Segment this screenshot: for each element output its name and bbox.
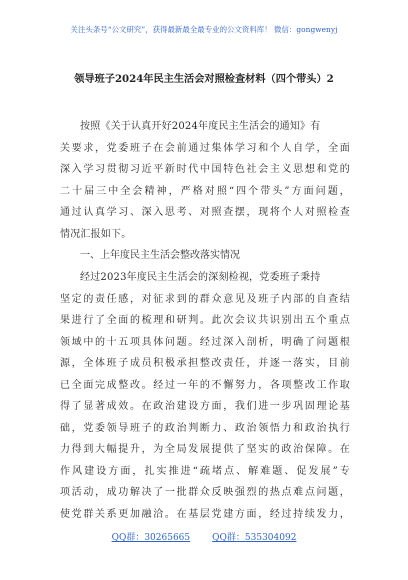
paragraph-1-line-3: 深入学习贯彻习近平新时代中国特色社会主义思想和党的: [60, 164, 350, 175]
paragraph-2-line-12: 使党群关系更加融洽。在基层党建方面，经过持续发力，: [60, 508, 350, 520]
paragraph-1-line-6: 情况汇报如下。: [60, 228, 132, 240]
paragraph-2-line-11: 项活动，成功解决了一批群众反映强烈的热点难点问题，: [60, 487, 350, 498]
footer-qq-group-2[interactable]: QQ群：535304092: [212, 533, 297, 543]
paragraph-2-line-8: 础，党委领导班子的政治判断力、政治领悟力和政治执行: [60, 422, 350, 434]
paragraph-2-line-2: 坚定的责任感，对征求到的群众意见及班子内部的自查结: [60, 293, 350, 305]
paragraph-1-line-4: 二十届三中全会精神，严格对照“四个带头”方面问题，: [60, 185, 350, 197]
header-notice: 关注头条号“公文研究”，获得最新最全最专业的公文资料库！ 微信：gongwenyj: [70, 25, 338, 34]
paragraph-2-line-6: 已全面完成整改。经过一年的不懈努力，各项整改工作取: [60, 379, 350, 391]
document-title: 领导班子2024年民主生活会对照检查材料（四个带头）2: [74, 73, 334, 85]
section-1-heading: 一、上年度民主生活会整改落实情况: [80, 250, 240, 261]
paragraph-1-line-2: 关要求，党委班子在会前通过集体学习和个人自学，全面: [60, 142, 350, 154]
paragraph-2-line-7: 得了显著成效。在政治建设方面，我们进一步巩固理论基: [60, 401, 350, 412]
paragraph-2-line-9: 力得到大幅提升，为全局发展提供了坚实的政治保障。在: [60, 444, 350, 455]
paragraph-1-line-5: 通过认真学习、深入思考、对照查摆，现将个人对照检查: [60, 207, 350, 218]
document-body: [60, 116, 350, 525]
paragraph-2-line-1: 经过2023年度民主生活会的深刻检视，党委班子秉持: [80, 272, 321, 283]
paragraph-2-line-4: 领域中的十五项具体问题。经过深入剖析，明确了问题根: [60, 336, 350, 348]
footer-qq-group-1[interactable]: QQ群：30265665: [111, 533, 191, 543]
paragraph-1-line-1: 按照《关于认真开好2024年度民主生活会的通知》有: [80, 121, 321, 132]
paragraph-2-line-10: 作风建设方面，扎实推进“疏堵点、解难题、促发展”专: [60, 465, 350, 477]
paragraph-2-line-5: 源，全体班子成员积极承担整改责任，并逐一落实，目前: [60, 358, 350, 369]
footer: [0, 530, 408, 543]
paragraph-2-line-3: 果进行了全面的梳理和研判。此次会议共识别出五个重点: [60, 315, 350, 326]
